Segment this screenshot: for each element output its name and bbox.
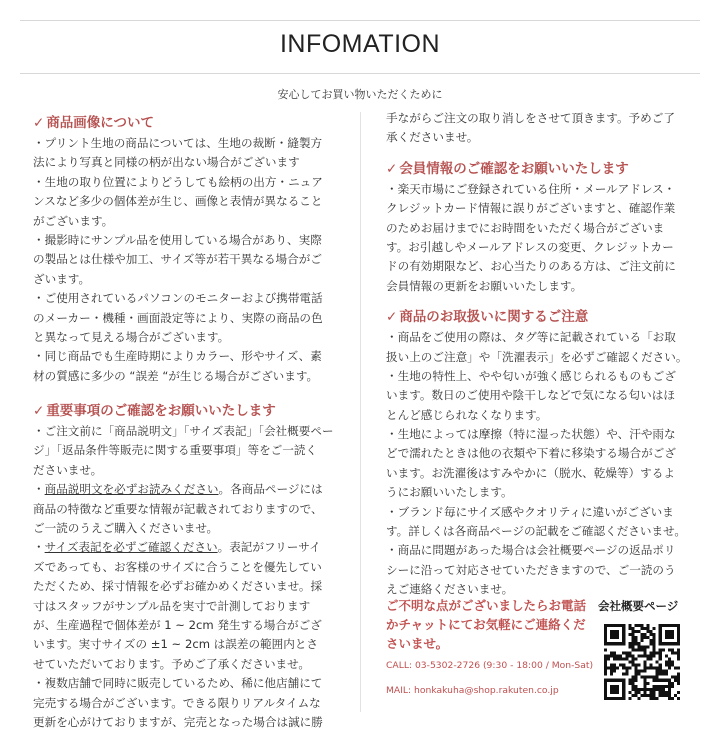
body-line: ・商品をご使用の際は、タグ等に記載されている「お取: [386, 330, 676, 345]
body-line: のメーカー・機種・画面設定等により、実際の商品の色: [33, 310, 323, 325]
product-images-body: [33, 134, 345, 386]
size-notation-link[interactable]: サイズ表記を必ずご確認ください: [44, 540, 218, 555]
body-line: います。実寸サイズの ±1 ~ 2cm は誤差の範囲内とさ: [33, 637, 319, 652]
body-line: ・楽天市場にご登録されている住所・メールアドレス・: [386, 181, 676, 196]
body-line: 会員情報の更新をお願いいたします。: [386, 278, 583, 293]
body-line: ださいませ。: [33, 462, 103, 477]
contact-message: [386, 596, 622, 653]
body-line: 扱い上のご注意」や「洗濯表示」を必ずご確認ください。: [386, 349, 688, 364]
body-line: す。詳しくは各商品ページの記載をご確認くださいませ。: [386, 524, 686, 539]
body-line: ・ご注文前に「商品説明文」「サイズ表記」「会社概要ペー: [33, 424, 334, 439]
check-icon: ✓: [386, 160, 398, 177]
line-text: 。表記がフリーサイ: [217, 540, 321, 555]
body-line: ざいます。: [33, 271, 91, 286]
continued-text: [386, 109, 698, 148]
handling-body: [386, 328, 698, 599]
body-line: えご連絡くださいませ。: [386, 582, 514, 597]
body-line: と異なって見える場合がございます。: [33, 329, 230, 344]
check-icon: ✓: [33, 403, 45, 420]
body-line: クレジットカード情報に誤りがございますと、確認作業: [386, 201, 676, 216]
body-line: 材の質感に多少の “誤差 “が生じる場合がございます。: [33, 368, 319, 383]
column-divider: [360, 112, 361, 712]
body-line: 更新を心がけておりますが、完売となった場合は誠に勝: [33, 714, 323, 729]
contact-message-line: ご不明な点がございましたらお電話: [386, 598, 587, 613]
important-body: [33, 422, 345, 732]
body-line: が、生産過程で個体差が 1 ~ 2cm 発生する場合がござ: [33, 617, 322, 632]
section-heading-handling: [386, 306, 698, 328]
check-icon: ✓: [386, 309, 398, 326]
body-line: シーに沿って対応させていただきますので、ご一読のう: [386, 562, 676, 577]
contact-phone[interactable]: CALL: 03-5302-2726 (9:30 - 18:00 / Mon-Sat): [386, 660, 594, 671]
heading-text: 商品画像について: [46, 115, 155, 131]
body-line: 商品の特徴など重要な情報が記載されておりますので、: [33, 501, 323, 516]
section-heading-member-info: [386, 158, 698, 180]
section-heading-important: [33, 400, 345, 422]
body-line: ・生地の取り位置によりどうしても絵柄の出方・ニュア: [33, 174, 323, 189]
body-line: 法により写真と同様の柄が出ない場合がございます: [33, 155, 300, 170]
qr-label: 会社概要ページ: [598, 599, 679, 613]
body-line: とんど感じられなくなります。: [386, 407, 548, 422]
body-line: ・複数店舗で同時に販売しているため、稀に他店舗にて: [33, 676, 323, 691]
left-column: [33, 108, 345, 732]
check-icon: ✓: [33, 115, 45, 131]
top-divider: [20, 20, 700, 21]
contact-message-line: さいませ。: [386, 636, 449, 651]
body-line: せていただいております。予めご了承くださいませ。: [33, 656, 310, 671]
page-title: INFOMATION: [279, 30, 441, 58]
page-subtitle: 安心してお買い物いただくために: [277, 88, 443, 101]
body-line: ・ブランド毎にサイズ感やクオリティに違いがございま: [386, 504, 674, 519]
body-line: がございます。: [33, 213, 114, 228]
body-line: ジ」「返品条件等販売に関する重要事項」等をご一読く: [33, 443, 318, 458]
body-line: ご一読のうえご購入くださいませ。: [33, 521, 219, 536]
heading-text: 会員情報のご確認をお願いいたします: [399, 160, 629, 177]
body-line: ・生地の特性上、やや匂いが強く感じられるものもござ: [386, 368, 676, 383]
company-page-qr-code[interactable]: [604, 624, 680, 700]
body-line: うにお願いいたします。: [386, 485, 513, 500]
body-line: 手ながらご注文の取り消しをさせて頂きます。予めご了: [386, 111, 675, 125]
body-line: ンスなど多少の個体差が生じ、画像と表情が異なること: [33, 194, 323, 209]
bullet: ・: [33, 482, 45, 497]
heading-text: 商品のお取扱いに関するご注意: [399, 309, 589, 326]
body-line: ・商品に問題があった場合は会社概要ページの返品ポリ: [386, 543, 676, 558]
line-text: 。各商品ページには: [218, 482, 323, 497]
body-line: ・プリント生地の商品については、生地の裁断・縫製方: [33, 136, 323, 150]
contact-message-line: かチャットにてお気軽にご連絡くだ: [386, 617, 586, 632]
member-info-body: [386, 180, 698, 296]
body-line: 承くださいませ。: [386, 130, 479, 145]
body-line: ・撮影時にサンプル品を使用している場合があり、実際: [33, 232, 322, 247]
body-line: ただくため、採寸情報を必ずお確かめくださいませ。採: [33, 579, 323, 594]
title-divider: [20, 73, 700, 74]
body-line: ドの有効期限など、お心当たりのある方は、ご注文前に: [386, 259, 676, 274]
body-line: [33, 538, 345, 557]
body-line: [33, 480, 345, 499]
section-heading-product-images: [33, 112, 345, 134]
body-line: どで濡れたときは他の衣類や下着に移染する場合がござ: [386, 446, 676, 461]
product-description-link[interactable]: 商品説明文を必ずお読みください: [44, 482, 219, 497]
body-line: のためお届けまでにお時間をいただく場合がございま: [386, 220, 665, 235]
body-line: す。お引越しやメールアドレスの変更、クレジットカー: [386, 239, 674, 254]
body-line: の製品とは仕様や加工、サイズ等が若干異なる場合がご: [33, 252, 322, 267]
body-line: ズであっても、お客様のサイズに合うことを優先してい: [33, 559, 322, 574]
contact-email[interactable]: MAIL: honkakuha@shop.rakuten.co.jp: [386, 685, 559, 696]
body-line: ・同じ商品でも生産時期によりカラー、形やサイズ、素: [33, 349, 322, 364]
bullet: ・: [33, 540, 45, 555]
body-line: ・生地によっては摩擦（特に湿った状態）や、汗や雨な: [386, 427, 676, 442]
body-line: います。お洗濯後はすみやかに（脱水、乾燥等）するよ: [386, 465, 675, 480]
body-line: 寸はスタッフがサンプル品を実寸で計測しております: [33, 598, 311, 613]
heading-text: 重要事項のご確認をお願いいたします: [46, 403, 276, 420]
contact-block: [386, 596, 622, 698]
body-line: ・ご使用されているパソコンのモニターおよび携帯電話: [33, 291, 323, 306]
right-column: [386, 109, 698, 600]
body-line: 完売する場合がございます。できる限りリアルタイムな: [33, 695, 321, 710]
body-line: います。数日のご使用や陰干しなどで気になる匂いはほ: [386, 388, 675, 403]
